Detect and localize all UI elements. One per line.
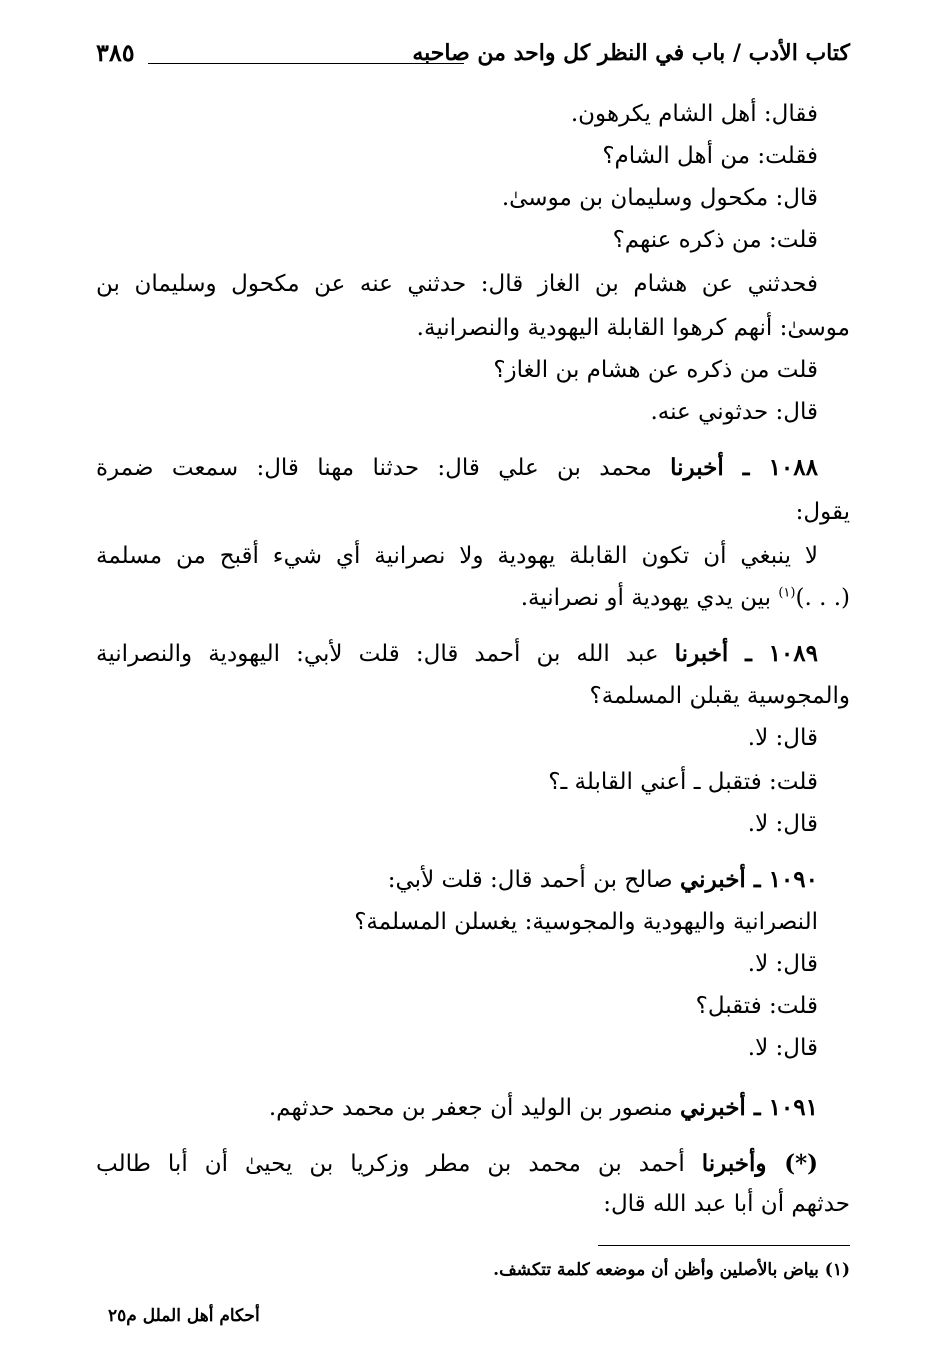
text-line-22: قال: لا. [747, 1035, 818, 1061]
text-line-4: قلت: من ذكره عنهم؟ [612, 227, 818, 253]
text-line-7: قلت من ذكره عن هشام بن الغاز؟ [493, 357, 818, 383]
text-line-15: قال: لا. [747, 725, 818, 751]
hadith-text: عبد الله بن أحمد قال: قلت لأبي: اليهودية والنصرانية [96, 641, 659, 667]
hadith-number: ١٠٩١ ـ أخبرني [680, 1094, 818, 1121]
text-line-5: فحدثني عن هشام بن الغاز قال: حدثني عنه عن مكحول وسليمان بن [96, 271, 818, 297]
text-line-12 [521, 580, 850, 616]
narration-star [96, 1146, 818, 1182]
hadith-1088 [96, 450, 818, 486]
text-line-8: قال: حدثوني عنه. [650, 399, 818, 425]
hadith-1091 [269, 1090, 818, 1126]
text-line-25: حدثهم أن أبا عبد الله قال: [603, 1191, 850, 1217]
text-line-6: موسىٰ: أنهم كرهوا القابلة اليهودية والنصرانية. [416, 315, 850, 341]
text-line-16: قلت: فتقبل ـ أعني القابلة ـ؟ [548, 769, 818, 795]
gap-mark: (. . .) [795, 585, 850, 611]
hadith-1090 [388, 862, 818, 898]
line-text: بين يدي يهودية أو نصرانية. [520, 585, 772, 611]
hadith-text: صالح بن أحمد قال: قلت لأبي: [387, 867, 673, 893]
hadith-text: محمد بن علي قال: حدثنا مهنا قال: سمعت ضمرة [96, 455, 652, 481]
hadith-number: ١٠٨٨ ـ أخبرنا [670, 454, 818, 481]
footnote-ref: (١) [778, 585, 796, 601]
narration-text: أحمد بن محمد بن مطر وزكريا بن يحيىٰ أن أبا طالب [96, 1151, 685, 1177]
text-line-17: قال: لا. [747, 811, 818, 837]
hadith-1089 [96, 636, 818, 672]
narration-intro: (*) وأخبرنا [701, 1150, 819, 1177]
footnote-text: (١) بياض بالأصلين وأظن أن موضعه كلمة تتكشف. [493, 1260, 850, 1280]
text-line-1: فقال: أهل الشام يكرهون. [570, 101, 818, 127]
text-line-20: قال: لا. [747, 951, 818, 977]
text-line-14: والمجوسية يقبلن المسلمة؟ [589, 683, 850, 709]
page-number: ٣٨٥ [96, 38, 135, 67]
header-rule [148, 63, 464, 64]
header-title: كتاب الأدب / باب في النظر كل واحد من صاحبه [412, 40, 850, 66]
signature-mark: أحكام أهل الملل م٢٥ [108, 1306, 260, 1326]
hadith-number: ١٠٨٩ ـ أخبرنا [674, 640, 818, 667]
text-line-3: قال: مكحول وسليمان بن موسىٰ. [501, 185, 818, 211]
hadith-text: منصور بن الوليد أن جعفر بن محمد حدثهم. [268, 1095, 673, 1121]
text-line-2: فقلت: من أهل الشام؟ [602, 143, 818, 169]
text-line-10: يقول: [795, 499, 850, 525]
running-header [96, 38, 850, 78]
text-line-21: قلت: فتقبل؟ [695, 993, 818, 1019]
text-line-11: لا ينبغي أن تكون القابلة يهودية ولا نصرانية أي شيء أقبح من مسلمة [96, 543, 818, 569]
hadith-number: ١٠٩٠ ـ أخبرني [680, 866, 818, 893]
footnote-rule [598, 1245, 850, 1246]
text-line-19: النصرانية واليهودية والمجوسية: يغسلن المسلمة؟ [354, 909, 818, 935]
